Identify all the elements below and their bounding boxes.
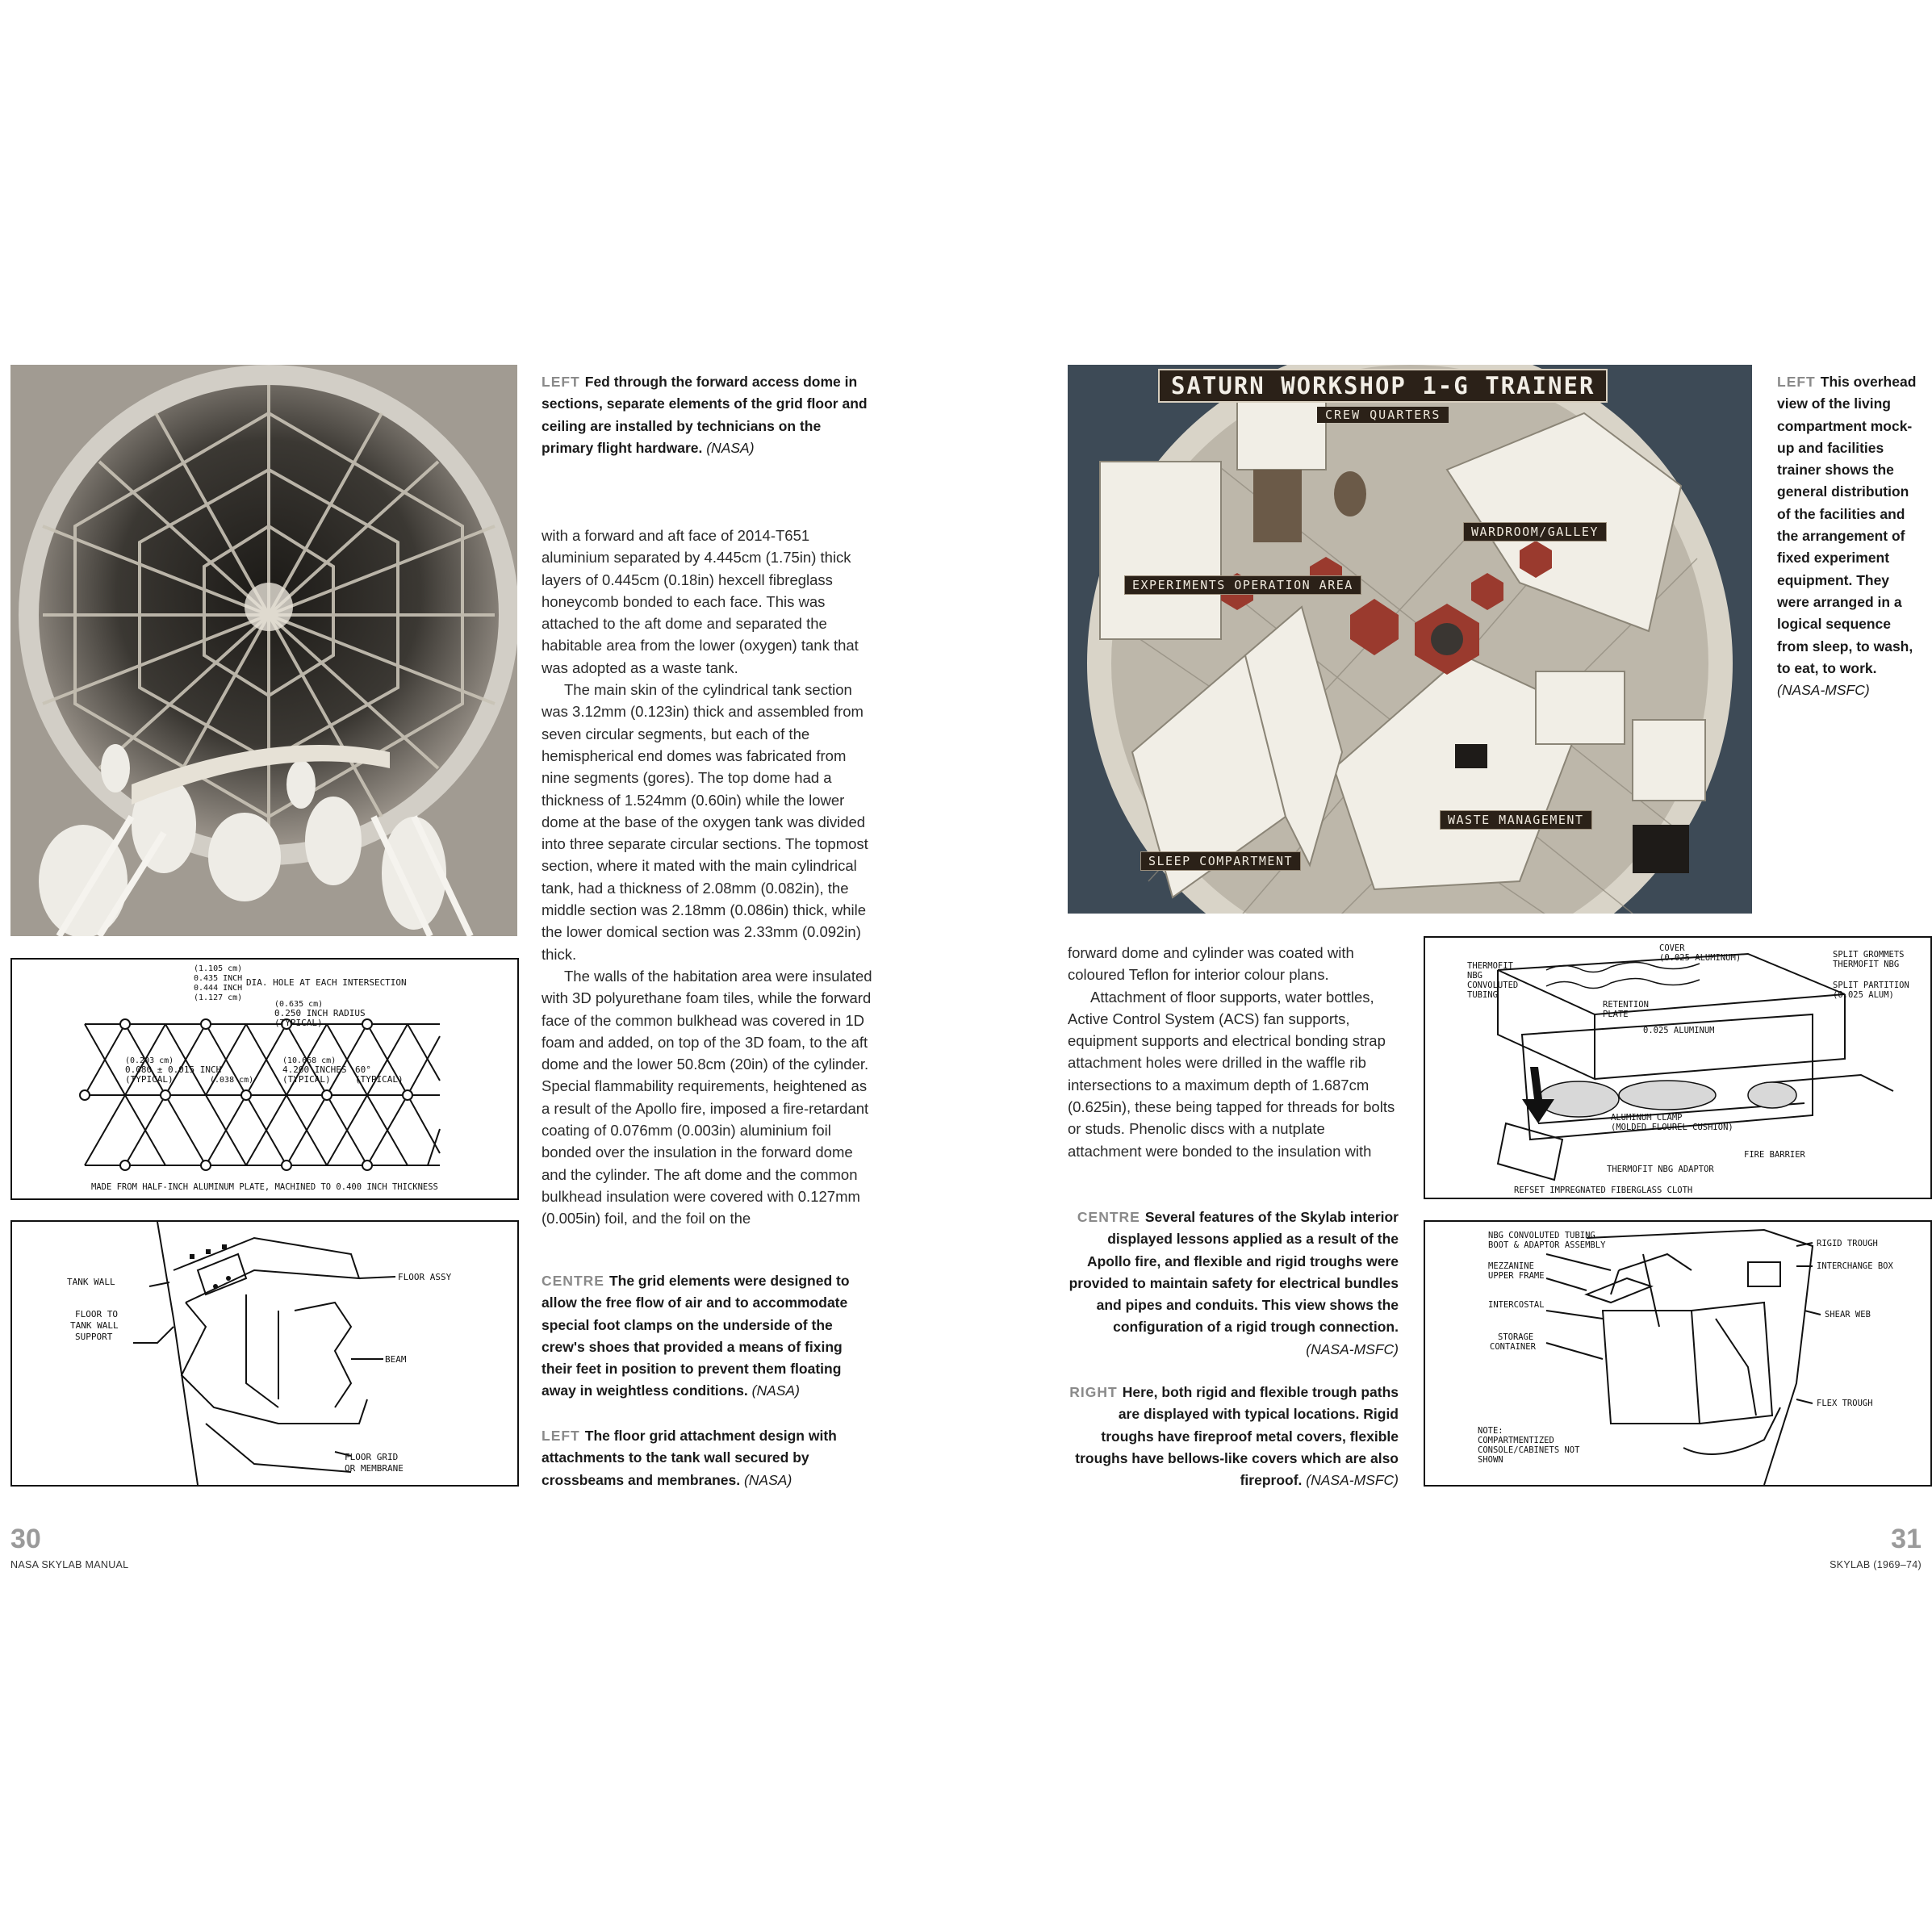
paths-st2: CONTAINER [1490,1342,1536,1352]
body-paragraph: The walls of the habitation area were insulated with 3D polyurethane foam tiles, while the forward face of the common bulkhead was covered in 1D foam and added, on top of the 3D foam, to the aft dome and the lower 50.8cm (20in) of the cylinder. Special flammability requirements, heightened as a result of the Apollo fire, imposed a fire-retardant coating of 0.076mm (0.003in) aluminium foil bonded over the insulation in the forward dome and the cylinder. The aft dome and the common bulkhead insulation were covered with 0.127mm (0.005in) foil, and the foil on the [542,967,872,1227]
grid-t3: (TYPICAL) [125,1074,174,1085]
trough-sg1: SPLIT GROMMETS [1833,950,1905,960]
grid-installation-photo [10,365,517,936]
body-paragraph: with a forward and aft face of 2014-T651 aluminium separated by 4.445cm (1.75in) thick layers of 0.445cm (0.18in) hexcell fibreglass honeycomb bonded to each face. This was attached to the aft dome and separated the habitable area from the lower (oxygen) tank that was adopted as a waste tank. [542,527,859,676]
trough-tf2: NBG [1467,971,1482,981]
caption-tag: LEFT [1777,374,1816,390]
caption-credit: (NASA-MSFC) [1306,1472,1399,1489]
caption-text: The grid elements were designed to allow the free flow of air and to accommodate special foot clamps on the underside of the crew's shoes that provided a means of fixing their feet in position to prevent them floating away in weightless conditions. [542,1273,850,1399]
grid-s2: 4.200 INCHES [282,1064,347,1075]
grid-hole: DIA. HOLE AT EACH INTERSECTION [246,977,407,988]
caption-tag: RIGHT [1069,1384,1118,1400]
grid-a2: (TYPICAL) [355,1074,404,1085]
paths-ibox: INTERCHANGE BOX [1817,1261,1893,1271]
grid-r3: (TYPICAL) [274,1018,323,1028]
grid-t1: (0.203 cm) [125,1056,174,1065]
caption-text: Several features of the Skylab interior displayed lessons applied as a result of the Apollo fire, and flexible and rigid troughs were provided to maintain safety for electrical bundles and pipes and conduits. This view shows the configuration of a rigid trough connection. [1068,1209,1399,1336]
caption-tag: CENTRE [1077,1209,1140,1225]
floor-attachment-diagram [10,1220,519,1487]
paths-mez2: UPPER FRAME [1488,1271,1545,1281]
paths-n4: SHOWN [1478,1455,1503,1465]
grid-s1: (10.668 cm) [282,1056,337,1065]
trough-rp2: PLATE [1603,1010,1629,1019]
attach-grid-1: FLOOR GRID [345,1452,399,1462]
body-paragraph: Attachment of floor supports, water bottles, Active Control System (ACS) fan supports, equipment supports and electrical bonding strap attachment holes were drilled in the waffle rib intersections to a maximum depth of 1.687cm (0.625in), these being tapped for threads for bolts or studs. Phenolic discs with a nutplate attachment were bonded to the insulation with [1068,988,1395,1160]
right-caption-centre [1068,1206,1399,1361]
paths-nbg2: BOOT & ADAPTOR ASSEMBLY [1488,1240,1606,1250]
attach-floor-assy: FLOOR ASSY [398,1272,452,1282]
caption-text: Fed through the forward access dome in sections, separate elements of the grid floor and ceiling are installed by technicians on the primary flight hardware. [542,374,868,456]
trough-sp2: (0.025 ALUM) [1833,990,1894,1000]
trough-fire: FIRE BARRIER [1744,1150,1805,1160]
grid-r2: 0.250 INCH RADIUS [274,1008,366,1018]
workshop-trainer-photo [1068,365,1752,914]
grid-dimension-diagram [10,958,519,1200]
running-title-right: SKYLAB (1969–74) [1830,1559,1922,1570]
trough-clamp1: ALUMINUM CLAMP [1611,1113,1683,1123]
paths-inter: INTERCOSTAL [1488,1300,1545,1310]
label-waste: WASTE MANAGEMENT [1440,810,1592,830]
body-paragraph: forward dome and cylinder was coated with coloured Teflon for interior colour plans. [1068,944,1354,984]
left-caption-top [542,371,872,459]
caption-text: The floor grid attachment design with attachments to the tank wall secured by crossbeams and membranes. [542,1428,837,1488]
page-number-left: 30 [10,1524,41,1554]
attach-floor-to-1: FLOOR TO [75,1309,118,1319]
left-caption-centre [542,1270,872,1403]
left-caption-bottom [542,1425,872,1491]
paths-n2: COMPARTMENTIZED [1478,1436,1554,1445]
grid-s3: (TYPICAL) [282,1074,331,1085]
paths-nbg1: NBG CONVOLUTED TUBING [1488,1231,1595,1240]
label-sleep: SLEEP COMPARTMENT [1140,851,1301,871]
paths-flex: FLEX TROUGH [1817,1399,1873,1408]
caption-credit: (NASA) [743,1471,792,1488]
rigid-trough-diagram [1424,936,1932,1199]
right-body-text [1068,942,1399,1162]
trough-rp1: RETENTION [1603,1000,1649,1010]
grid-r1: (0.635 cm) [274,1000,324,1009]
attach-floor-to-2: TANK WALL [70,1320,119,1331]
trough-al: 0.025 ALUMINUM [1643,1026,1715,1035]
caption-text: Here, both rigid and flexible trough paths are displayed with typical locations. Rigid troughs have fireproof metal covers, flexible troughs have bellows-like covers which are also fireproof. [1075,1384,1399,1489]
grid-dim1: (1.105 cm) [194,964,243,973]
label-wardroom: WARDROOM/GALLEY [1463,522,1607,542]
caption-tag: CENTRE [542,1273,604,1289]
attach-floor-to-3: SUPPORT [75,1332,113,1342]
trainer-title: SATURN WORKSHOP 1-G TRAINER [1158,369,1608,403]
grid-note: MADE FROM HALF-INCH ALUMINUM PLATE, MACHINED TO 0.400 INCH THICKNESS [91,1182,438,1192]
attach-tank-wall: TANK WALL [67,1277,115,1287]
caption-credit: (NASA) [706,439,755,456]
caption-text: This overhead view of the living compartment mock-up and facilities trainer shows the general distribution of the facilities and the arrangement of fixed experiment equipment. They were arranged in a logical sequence from sleep, to wash, to eat, to work. [1777,374,1917,676]
grid-dim2: 0.435 INCH [194,974,243,983]
paths-n1: NOTE: [1478,1426,1503,1436]
paths-shear: SHEAR WEB [1825,1310,1871,1319]
trough-cover1: COVER [1659,943,1685,953]
attach-grid-2: OR MEMBRANE [345,1463,404,1474]
trough-tf3: CONVOLUTED [1467,981,1519,990]
trough-cover2: (0.025 ALUMINUM) [1659,953,1742,963]
caption-tag: LEFT [542,1428,580,1444]
trough-tf4: TUBING [1467,990,1498,1000]
right-caption-top [1777,371,1922,701]
paths-mez1: MEZZANINE [1488,1261,1534,1271]
grid-t4: (.038 cm) [210,1076,254,1085]
caption-credit: (NASA-MSFC) [1306,1340,1399,1357]
grid-dim3: 0.444 INCH [194,984,243,993]
grid-dim4: (1.127 cm) [194,993,243,1002]
paths-st1: STORAGE [1498,1332,1534,1342]
trough-sg2: THERMOFIT NBG [1833,960,1900,969]
right-caption-bottom [1068,1382,1399,1491]
caption-credit: (NASA-MSFC) [1777,682,1870,699]
trough-adaptor: THERMOFIT NBG ADAPTOR [1607,1165,1714,1174]
paths-rigid: RIGID TROUGH [1817,1239,1878,1248]
caption-credit: (NASA) [751,1382,800,1399]
running-title-left: NASA SKYLAB MANUAL [10,1559,129,1570]
left-body-text [542,525,872,1230]
trough-tf1: THERMOFIT [1467,961,1513,971]
trough-sp1: SPLIT PARTITION [1833,981,1909,990]
label-experiments: EXPERIMENTS OPERATION AREA [1124,575,1361,595]
body-paragraph: The main skin of the cylindrical tank section was 3.12mm (0.123in) thick and assembled from seven circular segments, but each of the hemispherical end domes was fabricated from nine segments (gores). The top dome had a thickness of 1.524mm (0.60in) while the lower dome at the base of the oxygen tank was divided into three separate circular sections. The topmost section, where it mated with the main cylindrical tank, had a thickness of 2.08mm (0.082in), the middle section was 2.18mm (0.086in) thick, while the lower domical section was 2.33mm (0.092in) thick. [542,681,868,963]
paths-n3: CONSOLE/CABINETS NOT [1478,1445,1580,1455]
caption-tag: LEFT [542,374,580,390]
trainer-crew-quarters: CREW QUARTERS [1317,407,1449,423]
trough-paths-diagram [1424,1220,1932,1487]
attach-beam: BEAM [385,1354,407,1365]
grid-a1: 60° [355,1064,371,1075]
trough-refset: REFSET IMPREGNATED FIBERGLASS CLOTH [1514,1186,1693,1195]
grid-t2: 0.080 ± 0.015 INCH [125,1064,222,1075]
trough-clamp2: (MOLDED FLOUREL CUSHION) [1611,1123,1733,1132]
page-number-right: 31 [1891,1524,1922,1554]
